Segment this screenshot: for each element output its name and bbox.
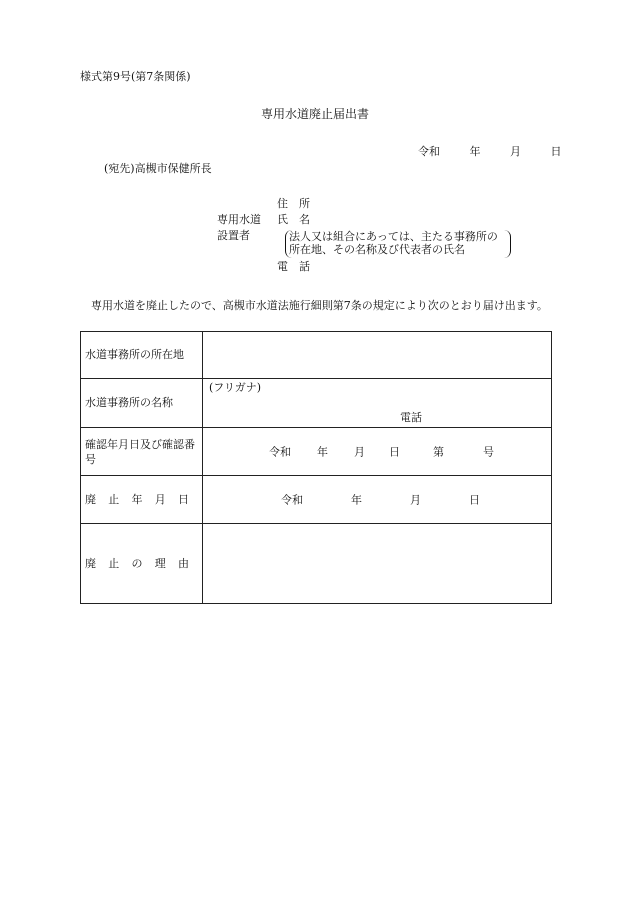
confirmation-era: 令和 <box>269 444 291 458</box>
abolition-year: 年 <box>351 492 362 506</box>
abolition-day: 日 <box>469 492 480 506</box>
corporate-note-bracket <box>285 230 511 258</box>
reason-field[interactable] <box>203 524 552 604</box>
abolition-date-label-char: 廃 <box>85 492 96 506</box>
reason-label-char: 止 <box>108 556 120 570</box>
office-name-field[interactable] <box>203 379 552 428</box>
reason-label-char: 由 <box>178 556 189 570</box>
date-month: 月 <box>510 145 521 158</box>
confirmation-field[interactable] <box>203 428 552 476</box>
reason-label-char: 理 <box>154 556 166 570</box>
address-label: 住 所 <box>277 197 310 210</box>
document-title: 専用水道廃止届出書 <box>260 107 369 121</box>
abolition-era: 令和 <box>281 492 303 506</box>
reason-label-char: 廃 <box>85 556 96 570</box>
table-row <box>81 524 552 604</box>
applicant-role-line1: 専用水道 <box>217 213 261 226</box>
corporate-note-line2: 所在地、その名称及び代表者の氏名 <box>289 243 465 257</box>
office-name-label: 水道事務所の名称 <box>81 379 203 428</box>
reason-label-char: の <box>131 556 143 570</box>
submission-date <box>418 145 562 158</box>
date-year: 年 <box>469 145 481 158</box>
abolition-date-label-char: 日 <box>178 492 189 506</box>
abolition-date-label-char: 月 <box>154 492 166 506</box>
date-era: 令和 <box>418 145 440 158</box>
table-row <box>81 379 552 428</box>
table-row <box>81 476 552 524</box>
table-row <box>81 428 552 476</box>
form-table <box>80 331 552 604</box>
confirmation-month: 月 <box>354 444 365 458</box>
office-address-label: 水道事務所の所在地 <box>81 332 203 379</box>
confirmation-label: 確認年月日及び確認番号 <box>81 428 203 476</box>
abolition-date-label <box>81 476 203 524</box>
office-address-field[interactable] <box>203 332 552 379</box>
applicant-role-line2: 設置者 <box>217 229 250 242</box>
form-number: 様式第9号(第7条関係) <box>80 70 191 83</box>
confirmation-day: 日 <box>389 444 400 458</box>
furigana-label: (フリガナ) <box>209 381 262 394</box>
corporate-note-line1: 法人又は組合にあっては、主たる事務所の <box>289 230 498 243</box>
confirmation-year: 年 <box>317 444 328 458</box>
office-phone-label: 電話 <box>400 411 422 424</box>
abolition-month: 月 <box>410 492 421 506</box>
body-text: 専用水道を廃止したので、高槻市水道法施行細則第7条の規定により次のとおり届け出ます。 <box>91 299 548 312</box>
table-row <box>81 332 552 379</box>
abolition-date-label-char: 止 <box>108 492 120 506</box>
addressee: (宛先)高槻市保健所長 <box>104 162 212 175</box>
date-day: 日 <box>550 145 562 158</box>
confirmation-no-prefix: 第 <box>433 444 444 458</box>
reason-label <box>81 524 203 604</box>
phone-label: 電 話 <box>277 260 310 273</box>
abolition-date-label-char: 年 <box>131 492 143 506</box>
name-label: 氏 名 <box>277 213 310 226</box>
abolition-date-field[interactable] <box>203 476 552 524</box>
confirmation-no-suffix: 号 <box>483 444 494 458</box>
